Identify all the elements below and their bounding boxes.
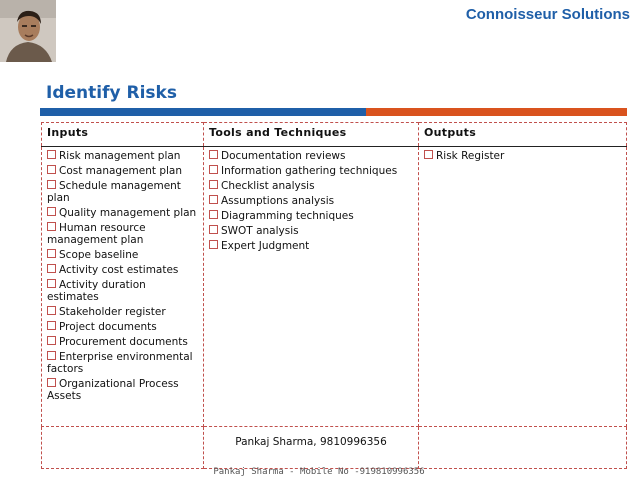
list-item: Expert Judgment — [209, 240, 413, 252]
list-item: Schedule management plan — [47, 180, 181, 204]
list-item: Organizational Process Assets — [47, 378, 179, 402]
list-item: Scope baseline — [47, 249, 198, 261]
list-item: Diagramming techniques — [209, 210, 413, 222]
header-outputs: Outputs — [419, 123, 627, 147]
title-rule-orange — [366, 108, 627, 116]
contact-note: Pankaj Sharma, 9810996356 — [204, 427, 419, 469]
header-inputs: Inputs — [42, 123, 204, 147]
checkbox-icon — [47, 150, 56, 159]
checkbox-icon — [47, 306, 56, 315]
list-item: Procurement documents — [47, 336, 198, 348]
checkbox-icon — [47, 165, 56, 174]
list-item: Quality management plan — [47, 207, 198, 219]
checkbox-icon — [47, 279, 56, 288]
list-item: Cost management plan — [47, 165, 198, 177]
list-item: SWOT analysis — [209, 225, 413, 237]
list-item: Enterprise environmental factors — [47, 351, 193, 375]
presenter-photo — [0, 0, 56, 62]
checkbox-icon — [47, 378, 56, 387]
footer-cell-left — [42, 427, 204, 469]
tools-cell — [204, 147, 419, 427]
brand-name: Connoisseur Solutions — [465, 6, 630, 23]
checkbox-icon — [209, 150, 218, 159]
header-tools: Tools and Techniques — [204, 123, 419, 147]
checkbox-icon — [47, 180, 56, 189]
checkbox-icon — [209, 210, 218, 219]
title-rule-blue — [40, 108, 366, 116]
checkbox-icon — [209, 240, 218, 249]
checkbox-icon — [47, 264, 56, 273]
checkbox-icon — [209, 180, 218, 189]
table-footer-row — [42, 427, 627, 469]
checkbox-icon — [47, 336, 56, 345]
list-item: Activity cost estimates — [47, 264, 198, 276]
checkbox-icon — [47, 249, 56, 258]
slide-title: Identify Risks — [46, 83, 177, 103]
checkbox-icon — [209, 165, 218, 174]
table-header-row — [42, 123, 627, 147]
list-item: Risk management plan — [47, 150, 198, 162]
presenter-photo-image — [0, 0, 56, 62]
checkbox-icon — [47, 321, 56, 330]
outputs-cell — [419, 147, 627, 427]
footer-contact: Pankaj Sharma - Mobile No -919810996356 — [213, 467, 425, 477]
footer-cell-right — [419, 427, 627, 469]
checkbox-icon — [47, 351, 56, 360]
checkbox-icon — [47, 222, 56, 231]
checkbox-icon — [209, 195, 218, 204]
list-item: Risk Register — [424, 150, 621, 162]
risk-process-table — [41, 122, 627, 469]
list-item: Checklist analysis — [209, 180, 413, 192]
list-item: Information gathering techniques — [209, 165, 413, 177]
table-content-row — [42, 147, 627, 427]
list-item: Activity duration estimates — [47, 279, 146, 303]
inputs-cell — [42, 147, 204, 427]
list-item: Documentation reviews — [209, 150, 413, 162]
checkbox-icon — [424, 150, 433, 159]
checkbox-icon — [209, 225, 218, 234]
list-item: Assumptions analysis — [209, 195, 413, 207]
list-item: Human resource management plan — [47, 222, 146, 246]
checkbox-icon — [47, 207, 56, 216]
list-item: Project documents — [47, 321, 198, 333]
list-item: Stakeholder register — [47, 306, 198, 318]
